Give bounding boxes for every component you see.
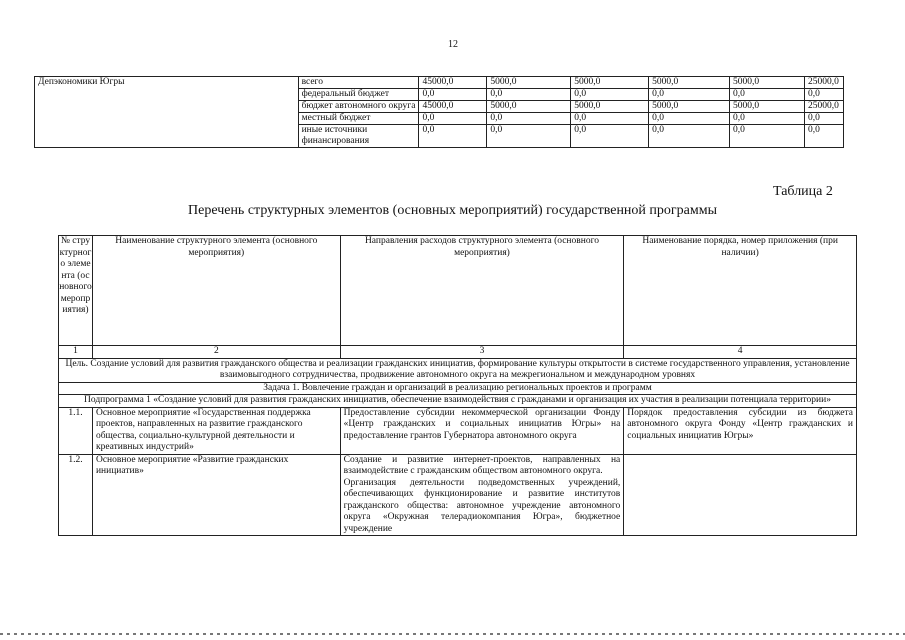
budget-cell: 5000,0 [649, 101, 730, 113]
table-label: Таблица 2 [773, 184, 833, 199]
budget-cell: 0,0 [730, 89, 805, 101]
budget-cell: 5000,0 [730, 77, 805, 89]
budget-cell: 0,0 [571, 113, 649, 125]
page-number: 12 [448, 39, 458, 50]
subprogram-row [59, 395, 857, 408]
column-number: 4 [624, 346, 857, 359]
row-procedure [624, 454, 857, 536]
budget-cell: 0,0 [730, 113, 805, 125]
budget-cell: 0,0 [419, 89, 487, 101]
budget-cell: 0,0 [649, 113, 730, 125]
budget-cell: 25000,0 [804, 77, 843, 89]
budget-cell: 0,0 [804, 89, 843, 101]
table-title: Перечень структурных элементов (основных мероприятий) государственной программы [188, 203, 717, 218]
header-number: № структурного элемента (основного мероприятия) [59, 236, 93, 346]
budget-source: всего [298, 77, 419, 89]
task-text: Задача 1. Вовлечение граждан и организаций в реализацию региональных проектов и программ [59, 382, 857, 395]
budget-cell: 45000,0 [419, 101, 487, 113]
budget-cell: 0,0 [487, 89, 571, 101]
row-name: Основное мероприятие «Государственная поддержка проектов, направленных на развитие гражданского общества, социально-культурной деятельности и креативных индустрий» [92, 407, 340, 454]
header-row [59, 236, 857, 346]
budget-cell: 5000,0 [487, 101, 571, 113]
row-procedure: Порядок предоставления субсидии из бюджета автономного округа Фонду «Центр гражданских и социальных инициатив Югры» [624, 407, 857, 454]
budget-source: федеральный бюджет [298, 89, 419, 101]
budget-cell: 5000,0 [730, 101, 805, 113]
header-procedure: Наименование порядка, номер приложения (при наличии) [624, 236, 857, 346]
row-directions: Предоставление субсидии некоммерческой организации Фонду «Центр гражданских и социальных инициатив Югры» на предоставление грантов Губернатора автономного округа [340, 407, 624, 454]
row-directions-part: Организация деятельности подведомственных учреждений, обеспечивающих функционирование и развитие институтов гражданского общества: автономное учреждение автономного округа «Окружная телерадиокомпания Югра», бюджетное учреждение [343, 477, 621, 534]
budget-row [35, 77, 844, 89]
budget-cell: 45000,0 [419, 77, 487, 89]
row-directions [340, 454, 624, 536]
budget-cell: 0,0 [419, 125, 487, 148]
structural-elements-table [58, 235, 857, 536]
row-name: Основное мероприятие «Развитие гражданских инициатив» [92, 454, 340, 536]
column-number: 2 [92, 346, 340, 359]
header-directions: Направления расходов структурного элемента (основного мероприятия) [340, 236, 624, 346]
budget-cell: 5000,0 [487, 77, 571, 89]
budget-cell: 0,0 [571, 89, 649, 101]
budget-cell: 0,0 [571, 125, 649, 148]
budget-cell: 0,0 [419, 113, 487, 125]
budget-cell: 25000,0 [804, 101, 843, 113]
budget-table [34, 76, 844, 148]
table-row [59, 407, 857, 454]
budget-cell: 5000,0 [649, 77, 730, 89]
budget-cell: 0,0 [804, 125, 843, 148]
budget-cell: 0,0 [730, 125, 805, 148]
budget-cell: 0,0 [487, 125, 571, 148]
budget-cell: 0,0 [804, 113, 843, 125]
budget-cell: 5000,0 [571, 101, 649, 113]
header-name: Наименование структурного элемента (основного мероприятия) [92, 236, 340, 346]
row-number: 1.2. [59, 454, 93, 536]
scan-edge-line [0, 633, 905, 635]
budget-cell: 0,0 [649, 125, 730, 148]
subprogram-text: Подпрограмма 1 «Создание условий для развития гражданских инициатив, обеспечение взаимодействия с гражданами и организация их участия в реализации потенциала территории» [59, 395, 857, 408]
budget-cell: 0,0 [487, 113, 571, 125]
row-directions-part: Создание и развитие интернет-проектов, направленных на взаимодействие с гражданским обществом автономного округа. [343, 454, 621, 476]
budget-source: местный бюджет [298, 113, 419, 125]
budget-cell: 5000,0 [571, 77, 649, 89]
budget-cell: 0,0 [649, 89, 730, 101]
goal-text: Цель. Создание условий для развития гражданского общества и реализации гражданских инициатив, формирование культуры открытости в системе государственного управления, установление взаимовыгодного сотрудничества, продвижение автономного округа на межрегиональном и международном уровнях [59, 358, 857, 382]
budget-organization: Депэкономики Югры [35, 77, 299, 148]
budget-source: бюджет автономного округа [298, 101, 419, 113]
table-row [59, 454, 857, 536]
task-row [59, 382, 857, 395]
goal-row [59, 358, 857, 382]
column-number: 3 [340, 346, 624, 359]
column-number: 1 [59, 346, 93, 359]
budget-source: иные источники финансирования [298, 125, 419, 148]
row-number: 1.1. [59, 407, 93, 454]
column-number-row [59, 346, 857, 359]
